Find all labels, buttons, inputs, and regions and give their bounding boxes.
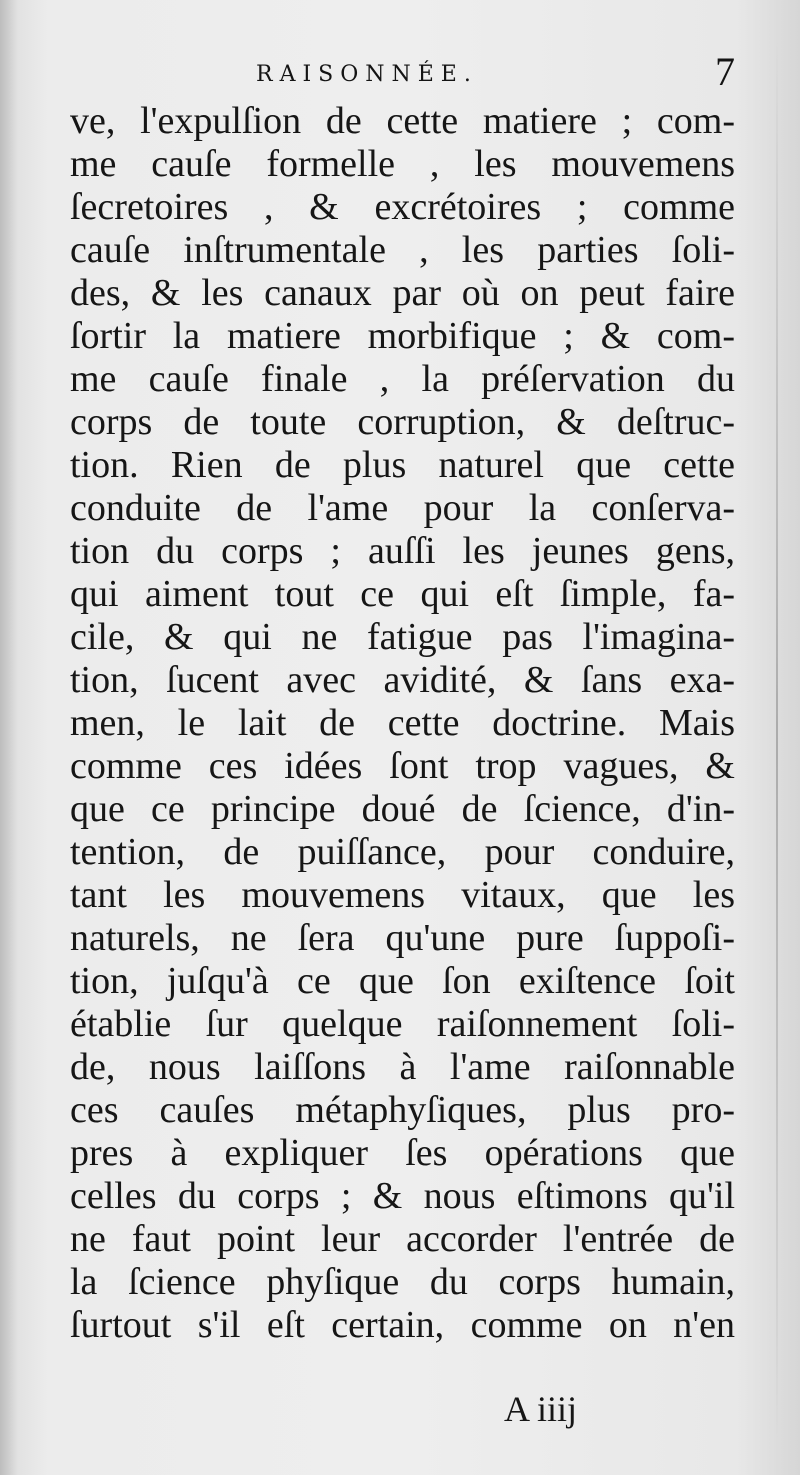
text-line: cile, & qui ne fatigue pas l'imagina- (70, 616, 735, 658)
page-gutter (0, 0, 18, 1475)
text-line: ſortir la matiere morbifique ; & com- (70, 315, 735, 357)
text-line: me cauſe formelle , les mouvemens (70, 143, 735, 185)
text-line: pres à expliquer ſes opérations que (70, 1132, 735, 1174)
text-line: qui aiment tout ce qui eſt ſimple, fa- (70, 573, 735, 615)
text-line: tant les mouvemens vitaux, que les (70, 874, 735, 916)
page-header (70, 49, 735, 98)
text-line: tention, de puiſſance, pour conduire, (70, 831, 735, 873)
text-line: ſurtout s'il eſt certain, comme on n'en (70, 1304, 735, 1346)
text-line: corps de toute corruption, & deſtruc- (70, 401, 735, 443)
text-line: conduite de l'ame pour la conſerva- (70, 487, 735, 529)
text-line: comme ces idées ſont trop vagues, & (70, 745, 735, 787)
text-line: des, & les canaux par où on peut faire (70, 272, 735, 314)
text-line: la ſcience phyſique du corps humain, (70, 1261, 735, 1303)
text-line: naturels, ne ſera qu'une pure ſuppoſi- (70, 917, 735, 959)
text-line: celles du corps ; & nous eſtimons qu'il (70, 1175, 735, 1217)
text-line: tion. Rien de plus naturel que cette (70, 444, 735, 486)
text-line: ces cauſes métaphyſiques, plus pro- (70, 1089, 735, 1131)
body-text (70, 100, 735, 1347)
signature-mark: A iiij (504, 1389, 578, 1429)
text-line: men, le lait de cette doctrine. Mais (70, 702, 735, 744)
running-head: RAISONNÉE. (256, 62, 478, 87)
text-line: que ce principe doué de ſcience, d'in- (70, 788, 735, 830)
page-edge-shadow (776, 30, 778, 1450)
text-line: me cauſe finale , la préſervation du (70, 358, 735, 400)
text-line: tion, ſucent avec avidité, & ſans exa- (70, 659, 735, 701)
text-line: tion du corps ; auſſi les jeunes gens, (70, 530, 735, 572)
text-line: établie ſur quelque raiſonnement ſoli- (70, 1003, 735, 1045)
text-line: ve, l'expulſion de cette matiere ; com- (70, 100, 735, 142)
text-line: tion, juſqu'à ce que ſon exiſtence ſoit (70, 960, 735, 1002)
text-line: ſecretoires , & excrétoires ; comme (70, 186, 735, 228)
page-number: 7 (715, 49, 735, 94)
text-line: ne faut point leur accorder l'entrée de (70, 1218, 735, 1260)
text-line: de, nous laiſſons à l'ame raiſonnable (70, 1046, 735, 1088)
text-line: cauſe inſtrumentale , les parties ſoli- (70, 229, 735, 271)
